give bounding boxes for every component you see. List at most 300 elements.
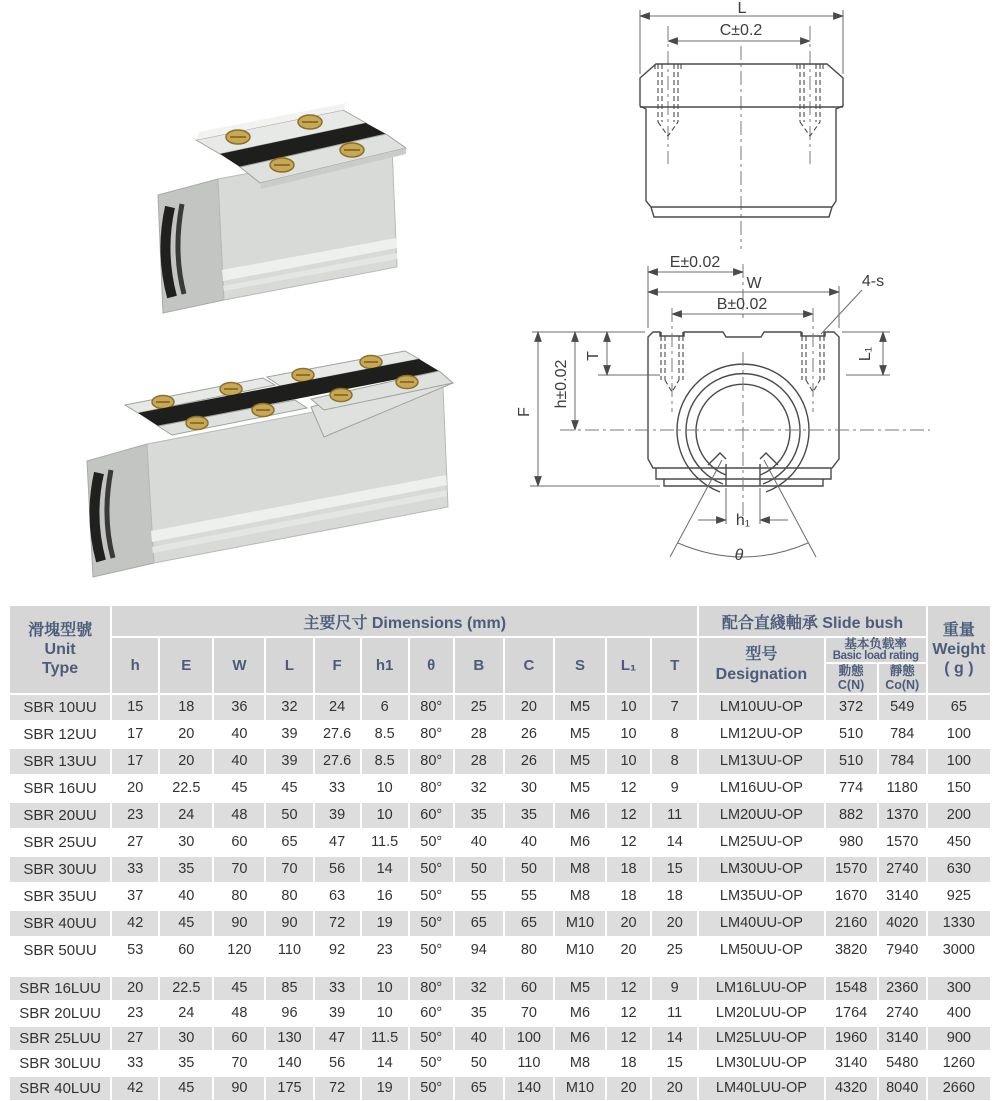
spec-value-cell: 60° <box>410 803 453 828</box>
spec-value-cell: 17 <box>112 749 158 774</box>
spec-value-cell: 22.5 <box>160 977 212 1000</box>
spec-value-cell: 27.6 <box>315 749 360 774</box>
spec-value-cell: 25 <box>652 938 697 963</box>
spec-value-cell: 47 <box>315 830 360 855</box>
spec-value-cell: 28 <box>455 749 503 774</box>
dim-label-theta: θ <box>734 547 744 564</box>
spec-value-cell: M5 <box>555 977 605 1000</box>
spec-value-cell: 1330 <box>928 911 990 936</box>
dim-label-T: T <box>585 351 602 361</box>
col-header-F: F <box>315 638 360 693</box>
spec-value-cell: LM20UU-OP <box>699 803 823 828</box>
spec-value-cell: 14 <box>652 1027 697 1050</box>
designation-zh: 型号 <box>745 646 778 664</box>
spec-value-cell: 90 <box>266 911 312 936</box>
product-photo-long-block <box>35 325 475 595</box>
dim-label-B: B±0.02 <box>716 296 768 313</box>
spec-value-cell: 9 <box>652 776 697 801</box>
spec-value-cell: 2740 <box>879 857 926 882</box>
spec-value-cell: 50 <box>266 803 312 828</box>
spec-value-cell: 100 <box>928 722 990 747</box>
spec-value-cell: 80 <box>266 884 312 909</box>
spec-value-cell: 18 <box>652 884 697 909</box>
dynamic-en: C(N) <box>837 678 865 693</box>
spec-value-cell: 56 <box>315 857 360 882</box>
spec-value-cell: 1570 <box>879 830 926 855</box>
col-header-T: T <box>652 638 697 693</box>
spec-value-cell: 80° <box>410 977 453 1000</box>
spec-value-cell: 15 <box>112 695 158 720</box>
spec-value-cell: 10 <box>362 776 408 801</box>
spec-value-cell: 140 <box>505 1077 553 1100</box>
col-header-E: E <box>160 638 212 693</box>
spec-value-cell: 8.5 <box>362 722 408 747</box>
spec-value-cell: 60 <box>214 830 264 855</box>
spec-value-cell: 120 <box>214 938 264 963</box>
spec-value-cell: 60 <box>505 977 553 1000</box>
spec-value-cell: 510 <box>826 722 877 747</box>
spec-value-cell: 16 <box>362 884 408 909</box>
dim-label-E: E±0.02 <box>669 254 721 271</box>
table-row <box>10 977 990 1000</box>
spec-value-cell: 8040 <box>879 1077 926 1100</box>
table-row <box>10 1077 990 1100</box>
spec-value-cell: 1764 <box>826 1002 877 1025</box>
spec-value-cell: 40 <box>214 722 264 747</box>
spec-value-cell: 18 <box>160 695 212 720</box>
unit-type-cell: SBR 16LUU <box>10 977 110 1000</box>
col-header-L1: L₁ <box>607 638 650 693</box>
spec-value-cell: 1570 <box>826 857 877 882</box>
spec-value-cell: 12 <box>607 830 650 855</box>
spec-value-cell: 11 <box>652 803 697 828</box>
spec-value-cell: 28 <box>455 722 503 747</box>
spec-value-cell: 100 <box>505 1027 553 1050</box>
weight-unit: ( g ) <box>944 659 974 677</box>
spec-value-cell: LM30LUU-OP <box>699 1052 823 1075</box>
table-row <box>10 1027 990 1050</box>
spec-value-cell: 17 <box>112 722 158 747</box>
table-row <box>10 803 990 828</box>
spec-value-cell: 30 <box>160 1027 212 1050</box>
unit-type-zh: 滑塊型號 <box>28 621 93 639</box>
unit-type-cell: SBR 12UU <box>10 722 110 747</box>
weight-en: Weight <box>932 640 986 658</box>
unit-type-en1: Unit <box>44 640 76 658</box>
spec-value-cell: 11 <box>652 1002 697 1025</box>
spec-value-cell: 784 <box>879 722 926 747</box>
table-row <box>10 857 990 882</box>
spec-value-cell: 94 <box>455 938 503 963</box>
spec-value-cell: 20 <box>160 722 212 747</box>
spec-value-cell: 150 <box>928 776 990 801</box>
spec-value-cell: 175 <box>266 1077 312 1100</box>
spec-value-cell: 32 <box>455 977 503 1000</box>
spec-value-cell: 50 <box>455 1052 503 1075</box>
unit-type-cell: SBR 30UU <box>10 857 110 882</box>
col-header-S: S <box>555 638 605 693</box>
spec-value-cell: 4020 <box>879 911 926 936</box>
spec-value-cell: 15 <box>652 1052 697 1075</box>
table-row <box>10 1052 990 1075</box>
table-row <box>10 1002 990 1025</box>
spec-value-cell: 10 <box>607 749 650 774</box>
spec-value-cell: 12 <box>607 803 650 828</box>
spec-value-cell: M6 <box>555 803 605 828</box>
technical-drawing-side-view <box>605 2 1000 252</box>
spec-value-cell: 32 <box>455 776 503 801</box>
spec-value-cell: LM12UU-OP <box>699 722 823 747</box>
spec-value-cell: M10 <box>555 911 605 936</box>
spec-value-cell: 12 <box>607 1027 650 1050</box>
spec-value-cell: LM35UU-OP <box>699 884 823 909</box>
col-header-designation <box>699 638 823 693</box>
spec-value-cell: 50° <box>410 1052 453 1075</box>
spec-value-cell: 20 <box>607 911 650 936</box>
spec-value-cell: 1670 <box>826 884 877 909</box>
unit-type-cell: SBR 10UU <box>10 695 110 720</box>
spec-value-cell: 10 <box>362 1002 408 1025</box>
spec-value-cell: 37 <box>112 884 158 909</box>
spec-value-cell: 35 <box>160 1052 212 1075</box>
spec-value-cell: 27 <box>112 1027 158 1050</box>
unit-type-cell: SBR 40UU <box>10 911 110 936</box>
spec-value-cell: M6 <box>555 830 605 855</box>
spec-value-cell: 70 <box>266 857 312 882</box>
spec-value-cell: 33 <box>315 776 360 801</box>
spec-value-cell: 33 <box>112 1052 158 1075</box>
spec-value-cell: 549 <box>879 695 926 720</box>
spec-value-cell: LM40UU-OP <box>699 911 823 936</box>
spec-value-cell: 110 <box>266 938 312 963</box>
spec-value-cell: 50° <box>410 1027 453 1050</box>
unit-type-cell: SBR 20UU <box>10 803 110 828</box>
spec-value-cell: 6 <box>362 695 408 720</box>
spec-value-cell: 26 <box>505 722 553 747</box>
spec-value-cell: LM50UU-OP <box>699 938 823 963</box>
unit-type-cell: SBR 50UU <box>10 938 110 963</box>
spec-value-cell: 96 <box>266 1002 312 1025</box>
spec-value-cell: 80° <box>410 722 453 747</box>
spec-value-cell: 24 <box>315 695 360 720</box>
spec-value-cell: M8 <box>555 884 605 909</box>
col-group-dimensions: 主要尺寸 Dimensions (mm) <box>112 606 697 636</box>
spec-value-cell: 10 <box>607 722 650 747</box>
col-header-weight <box>928 606 990 693</box>
spec-value-cell: 3140 <box>879 1027 926 1050</box>
dim-label-F: F <box>516 407 533 417</box>
spec-value-cell: 55 <box>505 884 553 909</box>
spec-table-body <box>10 695 990 1100</box>
spec-value-cell: LM30UU-OP <box>699 857 823 882</box>
spec-value-cell: 11.5 <box>362 830 408 855</box>
table-row <box>10 884 990 909</box>
spec-value-cell: 372 <box>826 695 877 720</box>
spec-value-cell: 7940 <box>879 938 926 963</box>
spec-value-cell: 20 <box>652 911 697 936</box>
spec-value-cell: 4320 <box>826 1077 877 1100</box>
spec-value-cell: 26 <box>505 749 553 774</box>
dim-label-L: L <box>737 2 747 17</box>
unit-type-cell: SBR 40LUU <box>10 1077 110 1100</box>
spec-value-cell: 70 <box>214 857 264 882</box>
spec-value-cell: 3140 <box>826 1052 877 1075</box>
spec-value-cell: 130 <box>266 1027 312 1050</box>
spec-value-cell: 72 <box>315 1077 360 1100</box>
designation-en: Designation <box>715 666 808 684</box>
spec-value-cell: 8 <box>652 722 697 747</box>
spec-value-cell: 65 <box>455 911 503 936</box>
spec-value-cell: M5 <box>555 749 605 774</box>
spec-value-cell: 92 <box>315 938 360 963</box>
spec-value-cell: 60 <box>160 938 212 963</box>
spec-value-cell: 65 <box>505 911 553 936</box>
spec-value-cell: 12 <box>607 977 650 1000</box>
spec-value-cell: 39 <box>315 1002 360 1025</box>
spec-value-cell: 1260 <box>928 1052 990 1075</box>
spec-value-cell: 14 <box>652 830 697 855</box>
spec-value-cell: 65 <box>266 830 312 855</box>
unit-type-cell: SBR 25LUU <box>10 1027 110 1050</box>
spec-value-cell: 1180 <box>879 776 926 801</box>
technical-drawing-front-view <box>490 252 1000 602</box>
spec-value-cell: 925 <box>928 884 990 909</box>
spec-value-cell: 32 <box>266 695 312 720</box>
col-header-static-load <box>879 664 926 693</box>
spec-value-cell: 33 <box>112 857 158 882</box>
spec-value-cell: 20 <box>112 776 158 801</box>
spec-value-cell: 45 <box>160 1077 212 1100</box>
spec-value-cell: 39 <box>266 722 312 747</box>
spec-value-cell: 20 <box>607 938 650 963</box>
spec-value-cell: 50° <box>410 884 453 909</box>
spec-value-cell: 11.5 <box>362 1027 408 1050</box>
spec-value-cell: 980 <box>826 830 877 855</box>
spec-value-cell: 23 <box>112 803 158 828</box>
col-header-B: B <box>455 638 503 693</box>
spec-value-cell: 12 <box>607 1002 650 1025</box>
spec-value-cell: 65 <box>455 1077 503 1100</box>
spec-value-cell: 3140 <box>879 884 926 909</box>
table-row <box>10 722 990 747</box>
spec-value-cell: 50° <box>410 911 453 936</box>
spec-value-cell: LM10UU-OP <box>699 695 823 720</box>
spec-value-cell: 39 <box>266 749 312 774</box>
spec-value-cell: 20 <box>652 1077 697 1100</box>
spec-value-cell: M10 <box>555 938 605 963</box>
table-row <box>10 830 990 855</box>
spec-value-cell: 56 <box>315 1052 360 1075</box>
spec-value-cell: 90 <box>214 911 264 936</box>
spec-value-cell: 774 <box>826 776 877 801</box>
static-en: Co(N) <box>885 678 920 693</box>
product-photo-short-block <box>100 62 440 327</box>
dim-label-C: C±0.2 <box>719 22 763 39</box>
spec-value-cell: 784 <box>879 749 926 774</box>
unit-type-cell: SBR 20LUU <box>10 1002 110 1025</box>
spec-value-cell: 23 <box>362 938 408 963</box>
spec-value-cell: 65 <box>928 695 990 720</box>
spec-value-cell: 47 <box>315 1027 360 1050</box>
spec-value-cell: 100 <box>928 749 990 774</box>
spec-value-cell: M8 <box>555 857 605 882</box>
spec-value-cell: 24 <box>160 1002 212 1025</box>
spec-value-cell: 50° <box>410 857 453 882</box>
spec-value-cell: 2160 <box>826 911 877 936</box>
spec-value-cell: M5 <box>555 776 605 801</box>
spec-value-cell: LM13UU-OP <box>699 749 823 774</box>
spec-value-cell: LM40LUU-OP <box>699 1077 823 1100</box>
spec-value-cell: 60° <box>410 1002 453 1025</box>
spec-value-cell: 45 <box>214 776 264 801</box>
load-rating-en: Basic load rating <box>832 649 919 662</box>
spec-value-cell: 19 <box>362 911 408 936</box>
spec-value-cell: 7 <box>652 695 697 720</box>
spec-value-cell: 18 <box>607 1052 650 1075</box>
spec-value-cell: 50 <box>505 857 553 882</box>
spec-value-cell: 30 <box>160 830 212 855</box>
spec-value-cell: 20 <box>607 1077 650 1100</box>
spec-value-cell: 80 <box>214 884 264 909</box>
col-header-C: C <box>505 638 553 693</box>
spec-value-cell: 14 <box>362 857 408 882</box>
spec-value-cell: 40 <box>214 749 264 774</box>
spec-table <box>8 604 992 1101</box>
spec-value-cell: 40 <box>505 830 553 855</box>
spec-value-cell: 80° <box>410 749 453 774</box>
spec-value-cell: LM20LUU-OP <box>699 1002 823 1025</box>
spec-value-cell: 900 <box>928 1027 990 1050</box>
group-spacer-cell <box>10 965 990 975</box>
spec-value-cell: M10 <box>555 1077 605 1100</box>
spec-value-cell: 510 <box>826 749 877 774</box>
spec-value-cell: 55 <box>455 884 503 909</box>
unit-type-cell: SBR 25UU <box>10 830 110 855</box>
spec-value-cell: 85 <box>266 977 312 1000</box>
spec-value-cell: 1960 <box>826 1027 877 1050</box>
spec-value-cell: 50° <box>410 1077 453 1100</box>
spec-value-cell: 50 <box>455 857 503 882</box>
spec-value-cell: 3820 <box>826 938 877 963</box>
spec-value-cell: 35 <box>505 803 553 828</box>
col-header-theta: θ <box>410 638 453 693</box>
spec-value-cell: 450 <box>928 830 990 855</box>
dynamic-zh: 動態 <box>838 664 864 678</box>
spec-value-cell: 18 <box>607 884 650 909</box>
spec-value-cell: 8 <box>652 749 697 774</box>
col-header-W: W <box>214 638 264 693</box>
spec-value-cell: LM25LUU-OP <box>699 1027 823 1050</box>
spec-value-cell: 8.5 <box>362 749 408 774</box>
spec-value-cell: 2740 <box>879 1002 926 1025</box>
spec-value-cell: 1548 <box>826 977 877 1000</box>
spec-value-cell: 30 <box>505 776 553 801</box>
spec-value-cell: 70 <box>505 1002 553 1025</box>
spec-value-cell: 80° <box>410 695 453 720</box>
spec-value-cell: LM16UU-OP <box>699 776 823 801</box>
static-zh: 靜態 <box>889 664 915 678</box>
spec-value-cell: 400 <box>928 1002 990 1025</box>
spec-value-cell: 42 <box>112 911 158 936</box>
spec-value-cell: 50° <box>410 938 453 963</box>
spec-value-cell: 70 <box>214 1052 264 1075</box>
spec-value-cell: 48 <box>214 803 264 828</box>
spec-value-cell: LM16LUU-OP <box>699 977 823 1000</box>
table-row <box>10 749 990 774</box>
col-header-h1: h1 <box>362 638 408 693</box>
spec-value-cell: 5480 <box>879 1052 926 1075</box>
spec-value-cell: 110 <box>505 1052 553 1075</box>
spec-value-cell: M6 <box>555 1002 605 1025</box>
spec-value-cell: 35 <box>455 1002 503 1025</box>
spec-value-cell: 40 <box>455 1027 503 1050</box>
spec-value-cell: 33 <box>315 977 360 1000</box>
spec-value-cell: 20 <box>160 749 212 774</box>
unit-type-en2: Type <box>42 659 79 677</box>
spec-value-cell: 20 <box>112 977 158 1000</box>
spec-value-cell: 53 <box>112 938 158 963</box>
spec-value-cell: 40 <box>160 884 212 909</box>
spec-value-cell: 35 <box>160 857 212 882</box>
spec-value-cell: 35 <box>455 803 503 828</box>
spec-value-cell: 15 <box>652 857 697 882</box>
col-group-slide-bush: 配合直綫軸承 Slide bush <box>699 606 925 636</box>
spec-value-cell: 630 <box>928 857 990 882</box>
load-rating-zh: 基本负载率 <box>844 637 907 651</box>
spec-value-cell: 20 <box>505 695 553 720</box>
spec-value-cell: 45 <box>214 977 264 1000</box>
spec-value-cell: 2660 <box>928 1077 990 1100</box>
spec-value-cell: 45 <box>160 911 212 936</box>
spec-value-cell: 10 <box>607 695 650 720</box>
spec-value-cell: 40 <box>455 830 503 855</box>
spec-value-cell: 22.5 <box>160 776 212 801</box>
spec-value-cell: 1370 <box>879 803 926 828</box>
dim-label-h: h±0.02 <box>553 359 570 409</box>
spec-value-cell: 140 <box>266 1052 312 1075</box>
col-header-L: L <box>266 638 312 693</box>
spec-value-cell: 39 <box>315 803 360 828</box>
col-group-basic-load-rating <box>826 638 926 662</box>
spec-value-cell: 60 <box>214 1027 264 1050</box>
table-row <box>10 776 990 801</box>
spec-value-cell: 3000 <box>928 938 990 963</box>
spec-value-cell: 80° <box>410 776 453 801</box>
spec-value-cell: 36 <box>214 695 264 720</box>
spec-value-cell: 14 <box>362 1052 408 1075</box>
spec-value-cell: 9 <box>652 977 697 1000</box>
spec-value-cell: 882 <box>826 803 877 828</box>
spec-value-cell: 50° <box>410 830 453 855</box>
dim-label-4s: 4-s <box>861 273 885 290</box>
spec-value-cell: 10 <box>362 803 408 828</box>
spec-value-cell: 27 <box>112 830 158 855</box>
spec-value-cell: 23 <box>112 1002 158 1025</box>
table-row <box>10 938 990 963</box>
spec-value-cell: M5 <box>555 722 605 747</box>
unit-type-cell: SBR 30LUU <box>10 1052 110 1075</box>
spec-value-cell: 19 <box>362 1077 408 1100</box>
spec-value-cell: 48 <box>214 1002 264 1025</box>
spec-value-cell: 27.6 <box>315 722 360 747</box>
spec-value-cell: 2360 <box>879 977 926 1000</box>
unit-type-cell: SBR 13UU <box>10 749 110 774</box>
spec-value-cell: 63 <box>315 884 360 909</box>
table-row <box>10 911 990 936</box>
col-header-dynamic-load <box>826 664 877 693</box>
spec-value-cell: 80 <box>505 938 553 963</box>
unit-type-cell: SBR 16UU <box>10 776 110 801</box>
